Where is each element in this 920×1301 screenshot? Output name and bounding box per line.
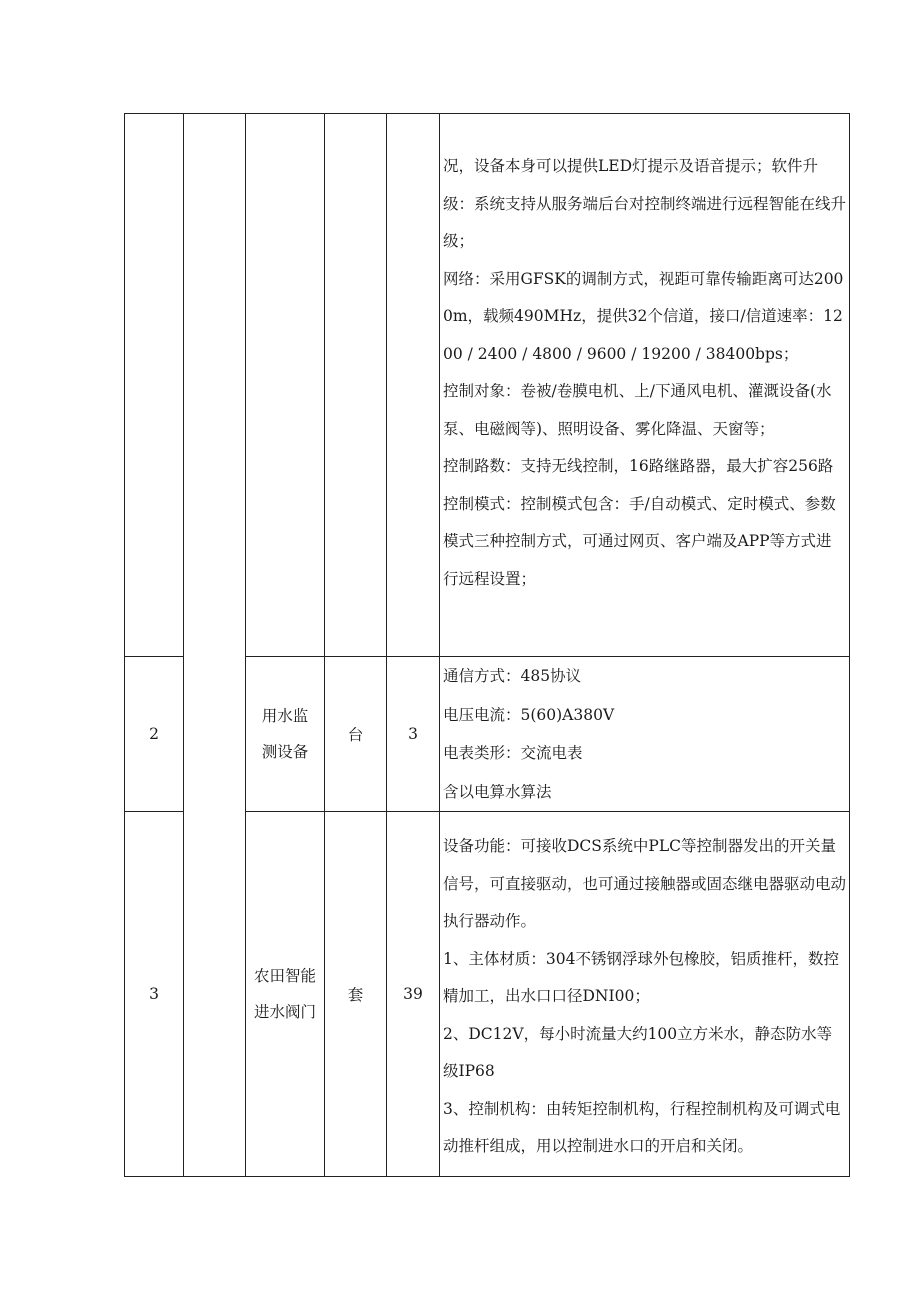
row-number-cell: [125, 114, 184, 657]
spec-cell: [440, 812, 850, 1177]
row-number-cell: 2: [125, 657, 184, 812]
row-number-cell: 3: [125, 812, 184, 1177]
item-name-line: 进水阀门: [253, 1003, 316, 1021]
item-name-line: 农田智能: [253, 967, 316, 985]
spec-paragraph: 1、主体材质：304不锈钢浮球外包橡胶，铝质推杆，数控精加工，出水口口径DNI00；: [443, 949, 839, 1006]
item-name-cell: [246, 114, 325, 657]
item-name-cell: [246, 812, 325, 1177]
spec-paragraph: 控制路数：支持无线控制，16路继路器，最大扩容256路: [443, 457, 834, 475]
merged-empty-cell: [184, 114, 246, 1177]
spec-paragraph: 网络：采用GFSK的调制方式，视距可靠传输距离可达2000m，载频490MHz，提供32个信道，接口/信道速率：1200 / 2400 / 4800 / 9600 / 19200 / 38400bps；: [443, 269, 844, 363]
spec-paragraph: 电表类形：交流电表: [443, 744, 583, 762]
quantity-cell: 3: [387, 657, 440, 812]
item-name-line: 测设备: [261, 743, 309, 761]
table-row: [125, 114, 850, 657]
spec-paragraph: 控制模式：控制模式包含：手/自动模式、定时模式、参数模式三种控制方式，可通过网页、客户端及APP等方式进行远程设置；: [443, 494, 836, 588]
equipment-spec-table: [124, 113, 850, 1177]
spec-paragraph: 况，设备本身可以提供LED灯提示及语音提示；软件升级：系统支持从服务端后台对控制终端进行远程智能在线升级；: [443, 157, 847, 250]
spec-cell: [440, 657, 850, 812]
spec-paragraph: 设备功能：可接收DCS系统中PLC等控制器发出的开关量信号，可直接驱动，也可通过接触器或固态继电器驱动电动执行器动作。: [443, 837, 847, 931]
spec-paragraph: 控制对象：卷被/卷膜电机、上/下通风电机、灌溉设备(水泵、电磁阀等)、照明设备、雾化降温、天窗等；: [443, 382, 832, 438]
spec-paragraph: 2、DC12V，每小时流量大约100立方米水，静态防水等级IP68: [443, 1024, 833, 1081]
spec-paragraph: 电压电流：5(60)A380V: [443, 705, 615, 724]
unit-cell: [325, 114, 387, 657]
unit-cell: 台: [325, 657, 387, 812]
item-name-cell: [246, 657, 325, 812]
quantity-cell: 39: [387, 812, 440, 1177]
unit-cell: 套: [325, 812, 387, 1177]
spec-paragraph: 通信方式：485协议: [443, 667, 582, 685]
quantity-cell: [387, 114, 440, 657]
spec-paragraph: 3、控制机构：由转矩控制机构，行程控制机构及可调式电动推杆组成，用以控制进水口的开启和关闭。: [443, 1099, 841, 1156]
spec-cell: [440, 114, 850, 657]
spec-paragraph: 含以电算水算法: [443, 782, 552, 801]
item-name-line: 用水监: [261, 707, 309, 725]
